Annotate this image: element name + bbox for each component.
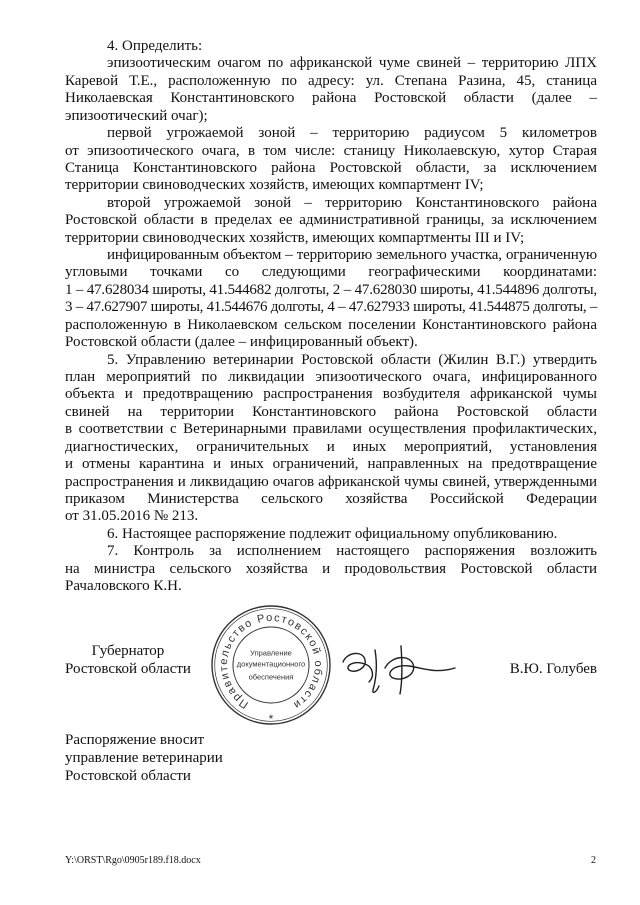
document-body	[65, 38, 597, 596]
page-number: 2	[591, 855, 596, 866]
document-line: Ростовской области в пределах ее административной границы, за исключением	[65, 212, 597, 229]
document-line: от эпизоотического очага, в том числе: станицу Николаевскую, хутор Старая	[65, 142, 597, 159]
position-title: Губернатор	[91, 643, 165, 659]
document-line: и отмены карантина и иных ограничений, направленных на предотвращение	[65, 456, 597, 473]
signatory-position	[65, 642, 191, 678]
infected-object-paragraph	[65, 247, 597, 352]
seal-center-line: Управление	[250, 648, 292, 658]
coordinates-line: 1 – 47.628034 широты, 41.544682 долготы, 2 – 47.628030 широты, 41.544896 долготы,	[65, 281, 597, 298]
document-line: Рачаловского К.Н.	[65, 578, 182, 595]
seal-ring-text: Правительство Ростовской области	[217, 611, 325, 711]
clause-4-heading	[65, 38, 597, 55]
seal-center-line: документационного	[236, 659, 306, 669]
footer-file-path: Y:\ORST\Rgo\0905r189.f18.docx	[65, 855, 201, 866]
document-line: эпизоотическим очагом по африканской чуме свиней – территорию ЛПХ	[107, 55, 597, 72]
document-line: 6. Настоящее распоряжение подлежит официальному опубликованию.	[107, 525, 558, 542]
clause-5-paragraph	[65, 352, 597, 526]
submitted-by-line: Ростовской области	[65, 768, 191, 784]
document-line: Ростовской области (далее – инфицированный объект).	[65, 334, 418, 351]
document-line: приказом Министерства сельского хозяйства Российской Федерации	[65, 490, 597, 507]
document-line: расположенную в Николаевском сельском поселении Константиновского района	[65, 316, 597, 333]
document-line: в соответствии с Ветеринарными правилами осуществления профилактических,	[65, 421, 597, 438]
clause-6-paragraph	[65, 526, 597, 543]
position-region: Ростовской области	[65, 661, 191, 677]
submitted-by-block	[65, 731, 223, 785]
document-line: 5. Управлению ветеринарии Ростовской области (Жилин В.Г.) утвердить	[107, 351, 597, 368]
seal-center-line: обеспечения	[248, 672, 294, 682]
document-line: 4. Определить:	[107, 38, 203, 54]
document-line: план мероприятий по ликвидации эпизоотического очага, инфицированного	[65, 369, 597, 386]
document-line: территории свиноводческих хозяйств, имеющих компартменты III и IV;	[65, 229, 525, 246]
document-line: распространения и ликвидацию очагов африканской чумы свиней, утвержденными	[65, 473, 597, 490]
handwritten-signature	[335, 638, 460, 700]
seal-star-mark: *	[268, 712, 274, 726]
coordinates-line: 3 – 47.627907 широты, 41.544676 долготы, 4 – 47.627933 широты, 41.544875 долготы, –	[65, 299, 597, 316]
document-line: первой угрожаемой зоной – территорию радиусом 5 километров	[107, 125, 597, 142]
document-line: инфицированным объектом – территорию земельного участка, ограниченную	[107, 247, 597, 264]
signatory-name: В.Ю. Голубев	[509, 661, 597, 677]
submitted-by-line: Распоряжение вносит	[65, 732, 205, 748]
document-line: объекта и предотвращению распространения возбудителя африканской чумы	[65, 386, 597, 403]
document-line: на министра сельского хозяйства и продовольствия Ростовской области	[65, 560, 597, 577]
document-line: Каревой Т.Е., расположенную по адресу: ул. Степана Разина, 45, станица	[65, 72, 597, 89]
epizootic-focus-paragraph	[65, 55, 597, 125]
document-line: территории свиноводческих хозяйств, имеющих компартмент IV;	[65, 177, 484, 194]
second-threat-zone-paragraph	[65, 195, 597, 247]
document-line: свиней на территории Константиновского района Ростовской области	[65, 403, 597, 420]
first-threat-zone-paragraph	[65, 125, 597, 195]
document-line: Николаевская Константиновского района Ростовской области (далее –	[65, 90, 597, 107]
document-line: Станица Константиновского района Ростовской области, за исключением	[65, 159, 597, 176]
document-line: второй угрожаемой зоной – территорию Константиновского района	[107, 194, 597, 211]
submitted-by-line: управление ветеринарии	[65, 750, 223, 766]
document-line: от 31.05.2016 № 213.	[65, 508, 199, 525]
document-line: угловыми точками со следующими географическими координатами:	[65, 264, 597, 281]
document-line: эпизоотический очаг);	[65, 107, 208, 124]
clause-7-paragraph	[65, 543, 597, 595]
document-line: 7. Контроль за исполнением настоящего распоряжения возложить	[107, 543, 597, 560]
document-line: диагностических, ограничительных и иных мероприятий, установления	[65, 438, 597, 455]
official-seal	[203, 597, 339, 733]
